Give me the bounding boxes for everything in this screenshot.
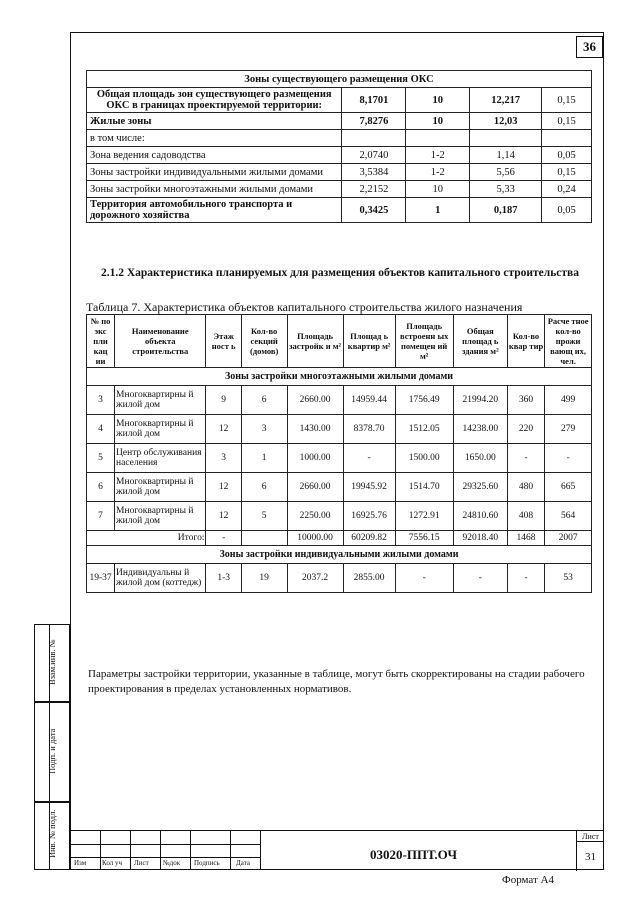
table2-cell: 16925.76 <box>343 502 395 531</box>
table2-cell: 6 <box>87 473 115 502</box>
table1-row <box>87 181 592 198</box>
tb-label-data: Дата <box>236 859 250 867</box>
document-code: 03020-ППТ.ОЧ <box>370 847 458 862</box>
table2-cell: 9 <box>206 386 241 415</box>
stamp-vzam-label: Взам.инв. № <box>47 639 57 685</box>
section-heading: 2.1.2 Характеристика планируемых для размещения объектов капитального строительства <box>100 267 580 279</box>
table2-cell: 53 <box>545 564 592 593</box>
stamp-vzam <box>34 624 70 702</box>
table1-cell-value <box>342 130 406 147</box>
table2-header-cell: Наименование объекта строительства <box>115 315 206 368</box>
table-row <box>87 473 592 502</box>
table2-cell: Многоквартирны й жилой дом <box>115 502 206 531</box>
table1-row <box>87 113 592 130</box>
table2-cell: 279 <box>545 415 592 444</box>
table1-cell-name: в том числе: <box>87 130 342 147</box>
table2-header-cell: Общая площад ь здания м² <box>453 315 507 368</box>
group-heading: Зоны застройки многоэтажными жилыми домами <box>87 368 592 386</box>
total-cell: 92018.40 <box>453 531 507 546</box>
table2-cell: Многоквартирны й жилой дом <box>115 473 206 502</box>
tb-label-podpis: Подпись <box>194 859 220 867</box>
stamp-podp <box>34 702 70 802</box>
total-cell <box>241 531 287 546</box>
table2-cell: 5 <box>87 444 115 473</box>
table2-cell: 2037.2 <box>287 564 343 593</box>
table2-cell: - <box>453 564 507 593</box>
table1-cell-value: 0,15 <box>542 88 592 113</box>
page-number: 36 <box>576 36 603 58</box>
tb-label-koluch: Кол уч <box>102 859 122 867</box>
table1-cell-value: 8,1701 <box>342 88 406 113</box>
table1-row <box>87 164 592 181</box>
table2-cell: 1000.00 <box>287 444 343 473</box>
table1-cell-name: Жилые зоны <box>87 113 342 130</box>
total-cell: 10000.00 <box>287 531 343 546</box>
table2-cell: 24810.60 <box>453 502 507 531</box>
table2-cell: 1500.00 <box>395 444 453 473</box>
table1-cell-value: 0,05 <box>542 147 592 164</box>
table1-cell-value: 10 <box>406 88 470 113</box>
table1-row <box>87 198 592 223</box>
table2-cell: - <box>395 564 453 593</box>
total-row <box>87 531 592 546</box>
table-row <box>87 415 592 444</box>
table1-cell-name: Зона ведения садоводства <box>87 147 342 164</box>
table2-cell: 29325.60 <box>453 473 507 502</box>
table2-cell: 19945.92 <box>343 473 395 502</box>
table1-cell-value: 0,187 <box>470 198 542 223</box>
table2-group-row <box>87 546 592 564</box>
format-label: Формат А4 <box>502 874 555 886</box>
table2-cell: 1756.49 <box>395 386 453 415</box>
table2-header-cell: Кол-во квар тир <box>507 315 544 368</box>
total-label: Итого: <box>87 531 206 546</box>
table1-cell-value: 10 <box>406 181 470 198</box>
table1-cell-value: 0,15 <box>542 113 592 130</box>
table2-cell: 2660.00 <box>287 386 343 415</box>
table2-header-cell: № по экс пли кац ии <box>87 315 115 368</box>
table1-cell-value: 1,14 <box>470 147 542 164</box>
sheet-number: 31 <box>585 851 596 863</box>
table1-cell-value: 0,24 <box>542 181 592 198</box>
sheet-box <box>576 831 604 871</box>
table2-cell: 360 <box>507 386 544 415</box>
table2-cell: - <box>545 444 592 473</box>
table2-cell: 1650.00 <box>453 444 507 473</box>
table1-row <box>87 88 592 113</box>
table2-cell: 1272.91 <box>395 502 453 531</box>
stamp-inv <box>34 802 70 870</box>
table2-header-cell: Площадь застройк и м² <box>287 315 343 368</box>
table1-cell-value: 0,05 <box>542 198 592 223</box>
table1-cell-name: Зоны застройки индивидуальными жилыми домами <box>87 164 342 181</box>
table2-cell: - <box>343 444 395 473</box>
table2-cell: 6 <box>241 386 287 415</box>
table1-cell-value: 0,3425 <box>342 198 406 223</box>
table2-cell: 14959.44 <box>343 386 395 415</box>
table2-cell: 3 <box>241 415 287 444</box>
table1-cell-value: 1-2 <box>406 164 470 181</box>
table1-cell-value: 10 <box>406 113 470 130</box>
table1-cell-value: 2,2152 <box>342 181 406 198</box>
group-heading: Зоны застройки индивидуальными жилыми домами <box>87 546 592 564</box>
existing-zones-table <box>86 70 592 223</box>
table2-cell: 19 <box>241 564 287 593</box>
total-cell: 2007 <box>545 531 592 546</box>
table2-header-cell: Кол-во секций (домов) <box>241 315 287 368</box>
table1-cell-value: 7,8276 <box>342 113 406 130</box>
total-cell: 60209.82 <box>343 531 395 546</box>
table2-cell: 665 <box>545 473 592 502</box>
total-cell: - <box>206 531 241 546</box>
table1-cell-name: Территория автомобильного транспорта и дорожного хозяйства <box>87 198 342 223</box>
table2-cell: 1430.00 <box>287 415 343 444</box>
table2-header-cell: Этаж ност ь <box>206 315 241 368</box>
title-block <box>70 830 604 870</box>
table2-cell: 564 <box>545 502 592 531</box>
table1-row <box>87 130 592 147</box>
table2-cell: 2250.00 <box>287 502 343 531</box>
note-paragraph: Параметры застройки территории, указанные в таблице, могут быть скорректированы на стадии рабочего проектирования в пределах установленных нормативов. <box>88 668 585 695</box>
table1-cell-name: Общая площадь зон существующего размещения ОКС в границах проектируемой территории: <box>87 88 342 113</box>
table2-cell: 3 <box>206 444 241 473</box>
table1-cell-value: 1-2 <box>406 147 470 164</box>
table2-cell: 2855.00 <box>343 564 395 593</box>
table1-cell-value: 3,5384 <box>342 164 406 181</box>
table1-cell-value: 12,217 <box>470 88 542 113</box>
table2-cell: 12 <box>206 415 241 444</box>
table2-cell: 19-37 <box>87 564 115 593</box>
sheet-label: Лист <box>577 832 604 842</box>
table2-header-cell: Площадь встроенн ых помещен ий м² <box>395 315 453 368</box>
table2-header-row <box>87 315 592 368</box>
table2-cell: 1 <box>241 444 287 473</box>
table1-cell-value <box>406 130 470 147</box>
table2-cell: 1-3 <box>206 564 241 593</box>
table2-cell: 2660.00 <box>287 473 343 502</box>
table2-cell: 8378.70 <box>343 415 395 444</box>
table-row <box>87 444 592 473</box>
table2-cell: 5 <box>241 502 287 531</box>
table2-cell: Многоквартирны й жилой дом <box>115 415 206 444</box>
table2-cell: - <box>507 444 544 473</box>
table2-cell: 1514.70 <box>395 473 453 502</box>
table2-cell: 6 <box>241 473 287 502</box>
table2-cell: Индивидуальны й жилой дом (коттедж) <box>115 564 206 593</box>
table-row <box>87 502 592 531</box>
table1-cell-value: 1 <box>406 198 470 223</box>
table2-cell: 499 <box>545 386 592 415</box>
table1-cell-value: 12,03 <box>470 113 542 130</box>
table1-row <box>87 147 592 164</box>
table2-cell: 480 <box>507 473 544 502</box>
table2-cell: 12 <box>206 502 241 531</box>
table2-cell: Многоквартирны й жилой дом <box>115 386 206 415</box>
table2-cell: - <box>507 564 544 593</box>
table1-cell-value: 0,15 <box>542 164 592 181</box>
table1-title: Зоны существующего размещения ОКС <box>87 71 592 88</box>
table1-cell-value <box>470 130 542 147</box>
stamp-inv-label: Инв. № подл. <box>47 809 57 858</box>
table1-cell-name: Зоны застройки многоэтажными жилыми домами <box>87 181 342 198</box>
table1-cell-value: 2,0740 <box>342 147 406 164</box>
table2-header-cell: Площад ь квартир м² <box>343 315 395 368</box>
tb-label-ndok: №док <box>163 859 181 867</box>
total-cell: 1468 <box>507 531 544 546</box>
table2-cell: 3 <box>87 386 115 415</box>
stamp-podp-label: Подп. и дата <box>47 728 57 774</box>
table2-caption: Таблица 7. Характеристика объектов капитального строительства жилого назначения <box>86 300 523 314</box>
table-row <box>87 386 592 415</box>
table1-cell-value: 5,56 <box>470 164 542 181</box>
table-row <box>87 564 592 593</box>
table1-cell-value <box>542 130 592 147</box>
table2-cell: 21994.20 <box>453 386 507 415</box>
table2-cell: 408 <box>507 502 544 531</box>
table1-cell-value: 5,33 <box>470 181 542 198</box>
tb-label-izm: Изм <box>74 859 87 867</box>
planned-objects-table <box>86 314 592 593</box>
table2-cell: 220 <box>507 415 544 444</box>
table2-cell: 12 <box>206 473 241 502</box>
table2-cell: 1512.05 <box>395 415 453 444</box>
table2-group-row <box>87 368 592 386</box>
table2-cell: 7 <box>87 502 115 531</box>
table2-cell: 14238.00 <box>453 415 507 444</box>
total-cell: 7556.15 <box>395 531 453 546</box>
table2-cell: 4 <box>87 415 115 444</box>
tb-label-list: Лист <box>134 859 149 867</box>
table2-header-cell: Расче тное кол-во прожи вающ их, чел. <box>545 315 592 368</box>
table2-cell: Центр обслуживания населения <box>115 444 206 473</box>
